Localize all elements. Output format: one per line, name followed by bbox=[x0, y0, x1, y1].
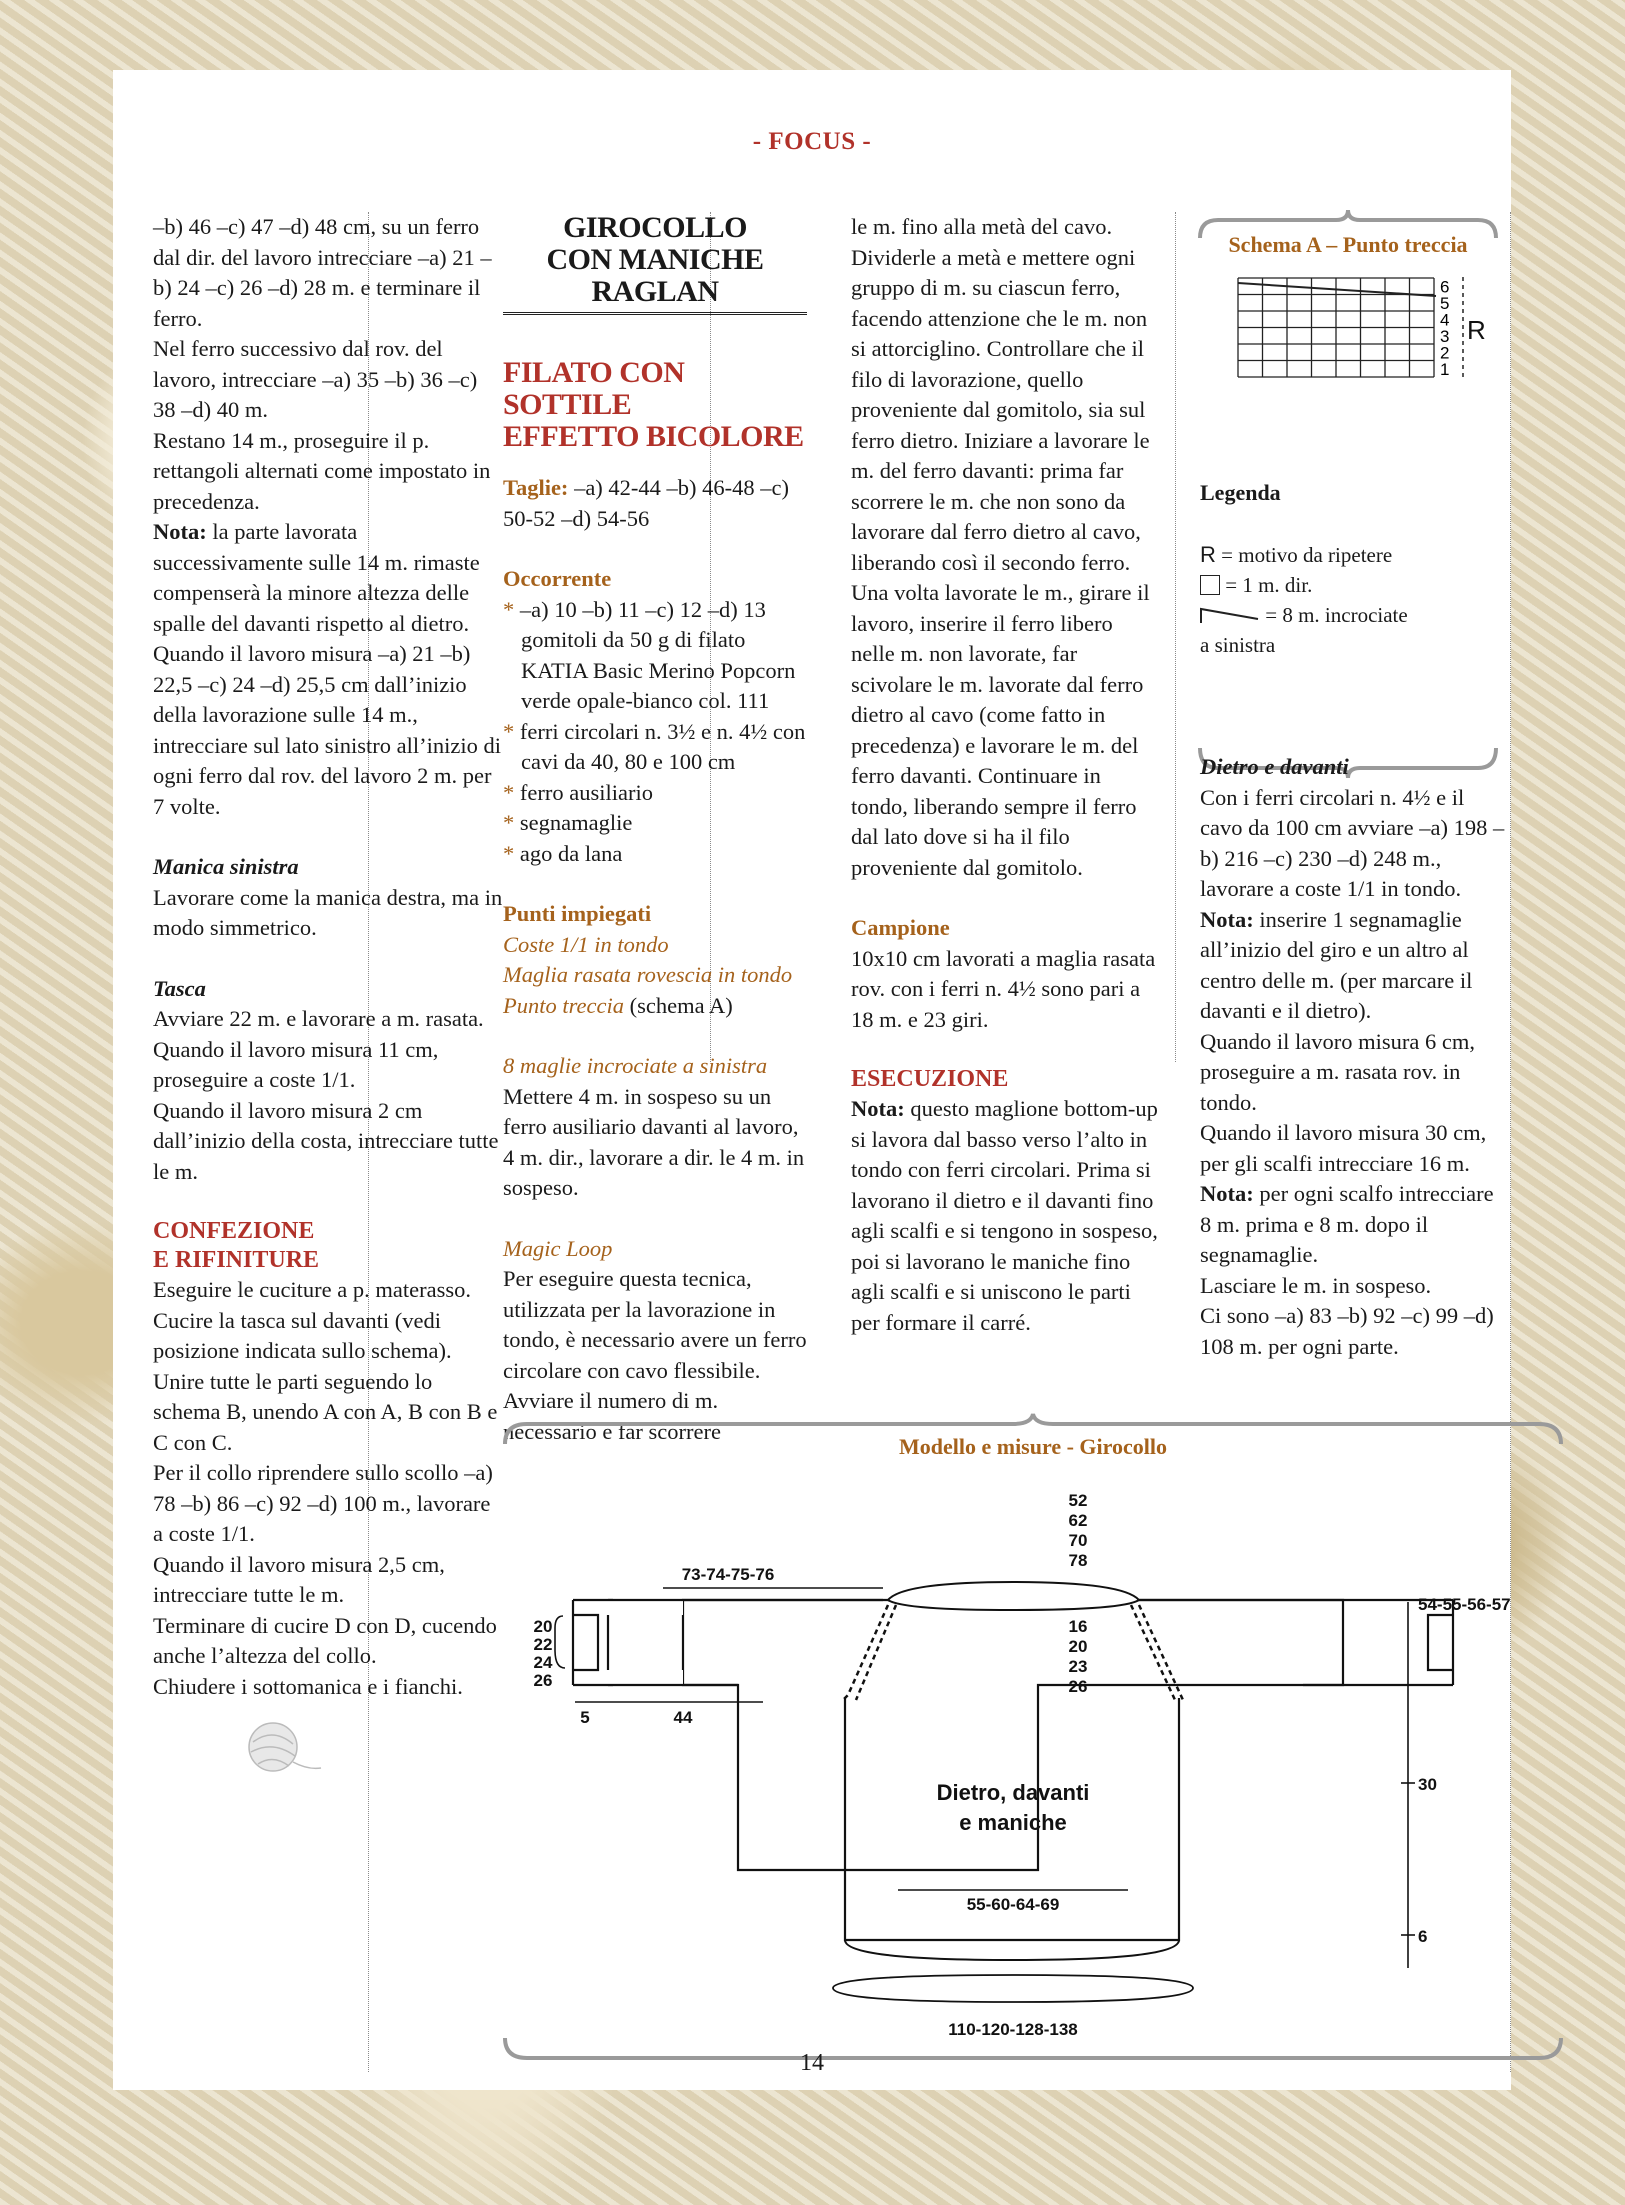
pattern-title-line: GIROCOLLO bbox=[563, 211, 747, 244]
row-number: 1 bbox=[1440, 360, 1450, 379]
raglan-line bbox=[843, 1605, 888, 1700]
column-4 bbox=[1200, 752, 1510, 1362]
list-item: * –a) 10 –b) 11 –c) 12 –d) 13 gomitoli da 50 g di filato KATIA Basic Merino Popcorn verde opale-bianco col. 111 bbox=[503, 596, 796, 713]
yarn-ball-icon bbox=[233, 1712, 323, 1782]
note-text: questo maglione bottom-up si lavora dal basso verso l’alto in tondo con ferri circolari. Prima si lavorano il dietro e il davanti fino agli scalfi e si tengono in sospeso, poi si lavorano le maniche fino agli scalfi e si uniscono le parti per formare il carré. bbox=[851, 1096, 1158, 1335]
yoke-size: 16 bbox=[1068, 1617, 1088, 1636]
stitch-name: Punto treccia (schema A) bbox=[503, 992, 733, 1018]
body-length: 30 bbox=[1418, 1775, 1437, 1794]
rib-length: 6 bbox=[1418, 1927, 1428, 1946]
paragraph: Quando il lavoro misura 2,5 cm, intrecciare tutte le m. bbox=[153, 1551, 445, 1607]
yoke-size: 20 bbox=[1068, 1637, 1088, 1656]
sleeve-length: 73-74-75-76 bbox=[681, 1565, 775, 1584]
list-item: * ferri circolari n. 3½ e n. 4½ con cavi da 40, 80 e 100 cm bbox=[503, 718, 806, 774]
circumference-oval bbox=[833, 1975, 1193, 2002]
yoke-size: 23 bbox=[1068, 1657, 1088, 1676]
stitch-name: Coste 1/1 in tondo bbox=[503, 931, 669, 957]
row-number: 2 bbox=[1440, 343, 1450, 363]
chart-grid bbox=[1198, 274, 1498, 444]
cuff-size: 22 bbox=[533, 1635, 553, 1654]
sizes-label: Taglie: bbox=[503, 475, 569, 500]
legend-symbol: R bbox=[1200, 542, 1216, 567]
garment-diagram bbox=[503, 1470, 1563, 2090]
section-heading: E RIFINITURE bbox=[153, 1247, 320, 1273]
list-item: * ago da lana bbox=[503, 840, 623, 866]
pattern-title-line: CON MANICHE RAGLAN bbox=[546, 243, 764, 308]
paragraph bbox=[1200, 905, 1510, 1027]
body-label: e maniche bbox=[959, 1810, 1067, 1835]
section-heading: Dietro e davanti bbox=[1200, 754, 1349, 779]
section-heading: Magic Loop bbox=[503, 1235, 613, 1261]
paragraph: Quando il lavoro misura 6 cm, proseguire a m. rasata rov. in tondo. bbox=[1200, 1028, 1475, 1115]
paragraph: Mettere 4 m. in sospeso su un ferro ausiliario davanti al lavoro, 4 m. dir., lavorare a dir. le 4 m. in sospeso. bbox=[503, 1083, 805, 1200]
schema-box bbox=[1198, 208, 1498, 788]
knit-box-icon bbox=[1200, 575, 1220, 595]
list-item: * segnamaglie bbox=[503, 810, 633, 835]
paragraph: Per il collo riprendere sullo scollo –a) 78 –b) 86 –c) 92 –d) 100 m., lavorare a coste 1/1. bbox=[153, 1460, 493, 1546]
row-number: 3 bbox=[1440, 327, 1450, 346]
neck-size: 62 bbox=[1068, 1511, 1088, 1530]
cross-stitch-icon bbox=[1200, 606, 1260, 624]
section-heading: CONFEZIONE bbox=[153, 1218, 315, 1244]
legend-text: a sinistra bbox=[1200, 633, 1276, 657]
paragraph: Terminare di cucire D con D, cucendo anche l’altezza del collo. bbox=[153, 1612, 497, 1668]
total-width: 54-55-56-57 bbox=[1418, 1595, 1511, 1614]
paragraph: Quando il lavoro misura –a) 21 –b) 22,5 –c) 24 –d) 25,5 cm dall’inizio della lavorazione sulle 14 m., intrecciare sul lato sinistro all’inizio di ogni ferro dal rov. del lavoro 2 m. per 7 volte. bbox=[153, 641, 502, 819]
paragraph: Avviare 22 m. e lavorare a m. rasata. bbox=[153, 1006, 484, 1031]
row-number: 6 bbox=[1440, 277, 1450, 297]
cuff-size: 26 bbox=[533, 1671, 553, 1690]
section-heading: ESECUZIONE bbox=[851, 1066, 1009, 1092]
cuff-size: 24 bbox=[533, 1653, 553, 1672]
paragraph: Con i ferri circolari n. 4½ e il cavo da 100 cm avviare –a) 198 –b) 216 –c) 230 –d) 248 m., lavorare a coste 1/1 in tondo. bbox=[1200, 784, 1505, 901]
section-heading: Manica sinistra bbox=[153, 854, 299, 879]
hem-oval bbox=[845, 1940, 1179, 1960]
column-3 bbox=[851, 212, 1159, 1338]
schema-title: Schema A – Punto treccia bbox=[1228, 232, 1468, 257]
paragraph: Lasciare le m. in sospeso. bbox=[1200, 1272, 1432, 1298]
list-item: * ferro ausiliario bbox=[503, 779, 653, 805]
legend-title: Legenda bbox=[1200, 480, 1281, 505]
pattern-subtitle-line: EFFETTO BICOLORE bbox=[503, 420, 804, 453]
legend-item bbox=[1200, 570, 1408, 600]
section-header: - FOCUS - bbox=[752, 128, 872, 155]
repeat-mark: R bbox=[1467, 315, 1486, 345]
cuff-arrow bbox=[555, 1616, 565, 1668]
note-text: la parte lavorata successivamente sulle 14 m. rimaste compenserà la minore altezza delle spalle del davanti rispetto al dietro. bbox=[153, 519, 480, 636]
paragraph: Cucire la tasca sul davanti (vedi posizione indicata sullo schema). bbox=[153, 1307, 452, 1363]
paragraph: Lavorare come la manica destra, ma in modo simmetrico. bbox=[153, 884, 503, 940]
paragraph: Nel ferro successivo dal rov. del lavoro, intrecciare –a) 35 –b) 36 –c) 38 –d) 40 m. bbox=[153, 336, 478, 422]
paragraph: Chiudere i sottomanica e i fianchi. bbox=[153, 1673, 463, 1699]
note-label: Nota: bbox=[1200, 906, 1254, 932]
section-heading: Occorrente bbox=[503, 566, 612, 591]
note-label: Nota: bbox=[851, 1096, 905, 1121]
pattern-subtitle bbox=[503, 357, 807, 453]
figure-title: Modello e misure - Girocollo bbox=[898, 1434, 1168, 1459]
paragraph: Restano 14 m., proseguire il p. rettangoli alternati come impostato in precedenza. bbox=[153, 427, 491, 514]
cuff-length: 5 bbox=[580, 1708, 590, 1727]
paragraph: Per eseguire questa tecnica, utilizzata per la lavorazione in tondo, è necessario avere un ferro circolare con cavo flessibile. Avviare il numero di m. necessario e far scorrere bbox=[503, 1266, 807, 1444]
stitch-name: Maglia rasata rovescia in tondo bbox=[503, 962, 793, 987]
paragraph: Ci sono –a) 83 –b) 92 –c) 99 –d) 108 m. per ogni parte. bbox=[1200, 1303, 1494, 1359]
sizes bbox=[503, 473, 807, 534]
note-label: Nota: bbox=[153, 519, 207, 544]
paragraph: –b) 46 –c) 47 –d) 48 cm, su un ferro dal dir. del lavoro intrecciare –a) 21 –b) 24 –c) 26 –d) 28 m. e terminare il ferro. bbox=[153, 214, 492, 331]
section-heading: Tasca bbox=[153, 975, 206, 1001]
materials-list bbox=[503, 595, 807, 870]
page-number: 14 bbox=[800, 2050, 824, 2076]
column-1 bbox=[153, 212, 505, 1791]
paragraph bbox=[1200, 1179, 1510, 1271]
page bbox=[113, 70, 1511, 2090]
legend-item bbox=[1200, 600, 1408, 630]
neck-size: 78 bbox=[1068, 1551, 1088, 1570]
neck-opening bbox=[888, 1582, 1139, 1610]
paragraph: Quando il lavoro misura 30 cm, per gli scalfi intrecciare 16 m. bbox=[1200, 1120, 1487, 1176]
yoke-size: 26 bbox=[1068, 1677, 1088, 1696]
paragraph: le m. fino alla metà del cavo. Dividerle a metà e mettere ogni gruppo di m. su ciascun ferro, facendo attenzione che le m. non si attorciglino. Controllare che il filo di lavorazione, quello proveniente dal gomitolo, sia sul ferro dietro. Iniziare a lavorare le m. del ferro davanti: prima far scorrere le m. che non sono da lavorare dal ferro dietro al cavo, liberando così il secondo ferro. Una volta lavorate le m., girare il lavoro, inserire il ferro libero nelle m. non lavorate, far scivolare le m. lavorate dal ferro dietro al cavo (come fatto in precedenza) e lavorare le m. del ferro davanti. Continuare in tondo, liberando sempre il ferro dal lato dove si ha il filo proveniente dal gomitolo. bbox=[851, 214, 1150, 880]
section-heading: Punti impiegati bbox=[503, 901, 652, 926]
section-heading: Campione bbox=[851, 915, 950, 940]
paragraph: 10x10 cm lavorati a maglia rasata rov. con i ferri n. 4½ sono pari a 18 m. e 23 giri. bbox=[851, 945, 1156, 1032]
body-label: Dietro, davanti bbox=[936, 1780, 1090, 1805]
neck-size: 52 bbox=[1068, 1491, 1088, 1510]
cuff-size: 20 bbox=[533, 1617, 553, 1636]
note-text: inserire 1 segnamaglie all’inizio del giro e un altro al centro delle m. (per marcare il davanti e il dietro). bbox=[1200, 906, 1473, 1023]
circumference: 110-120-128-138 bbox=[948, 2020, 1078, 2039]
row-number: 5 bbox=[1440, 294, 1450, 313]
column-2 bbox=[503, 212, 807, 1447]
note-text: per ogni scalfo intrecciare 8 m. prima e 8 m. dopo il segnamaglie. bbox=[1200, 1181, 1494, 1267]
legend bbox=[1200, 540, 1408, 660]
pattern-subtitle-line: FILATO CON SOTTILE bbox=[503, 356, 685, 421]
sleeve-length-44: 44 bbox=[673, 1708, 693, 1727]
paragraph bbox=[153, 517, 505, 639]
paragraph: Quando il lavoro misura 2 cm dall’inizio della costa, intrecciare tutte le m. bbox=[153, 1097, 499, 1184]
section-heading: 8 maglie incrociate a sinistra bbox=[503, 1053, 768, 1078]
legend-item bbox=[1200, 540, 1408, 570]
paragraph: Quando il lavoro misura 11 cm, proseguire a coste 1/1. bbox=[153, 1036, 439, 1092]
legend-text: = 1 m. dir. bbox=[1225, 573, 1313, 597]
column-divider bbox=[1175, 212, 1176, 1062]
sizes-text: –a) 42-44 –b) 46-48 –c) 50-52 –d) 54-56 bbox=[503, 475, 789, 531]
row-number: 4 bbox=[1440, 310, 1450, 330]
pattern-title bbox=[503, 212, 807, 308]
sweater-body bbox=[571, 1600, 683, 1685]
paragraph: Unire tutte le parti seguendo lo schema B, unendo A con A, B con B e C con C. bbox=[153, 1368, 498, 1455]
raglan-line bbox=[856, 1605, 896, 1700]
legend-text: = motivo da ripetere bbox=[1221, 543, 1393, 567]
hem-width: 55-60-64-69 bbox=[966, 1895, 1060, 1914]
paragraph bbox=[851, 1094, 1159, 1338]
legend-text: = 8 m. incrociate bbox=[1265, 603, 1408, 627]
note-label: Nota: bbox=[1200, 1181, 1254, 1206]
paragraph: Eseguire le cuciture a p. materasso. bbox=[153, 1277, 471, 1302]
neck-size: 70 bbox=[1068, 1531, 1088, 1550]
